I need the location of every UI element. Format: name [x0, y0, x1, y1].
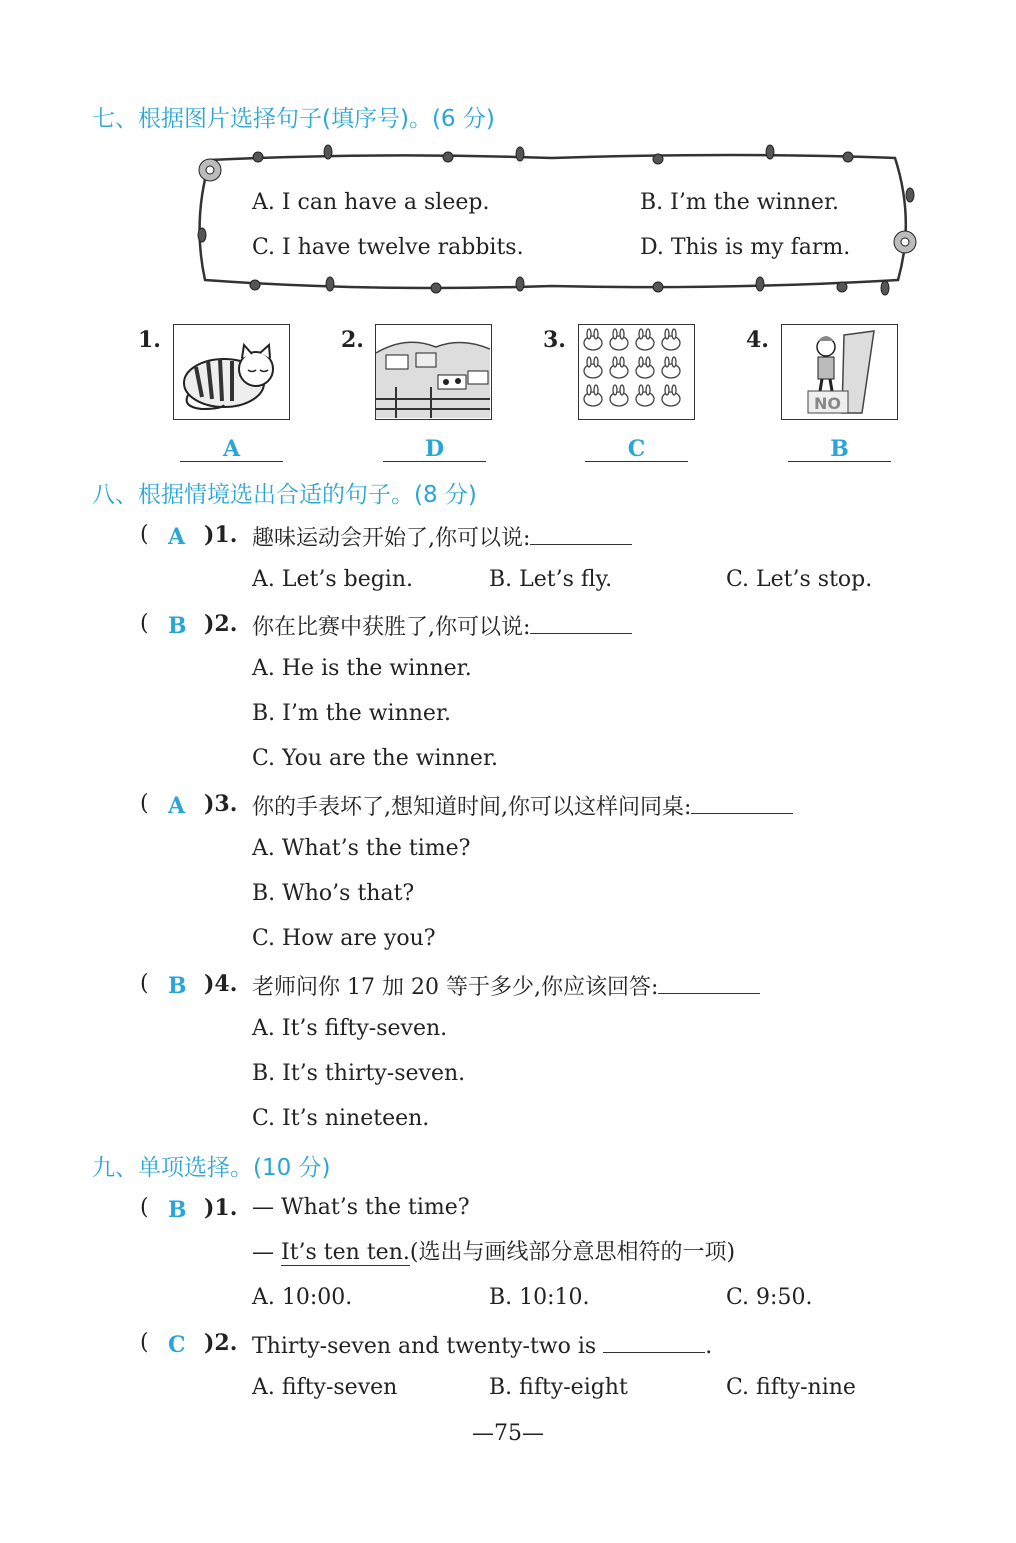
sec9-q2-option-b: B. fifty-eight	[489, 1375, 628, 1400]
answer-blank	[530, 613, 632, 634]
sec8-q2-question	[252, 613, 632, 639]
sec9-q1-option-b: B. 10:10.	[489, 1285, 590, 1310]
picture-1-number: 1.	[138, 327, 161, 353]
section-9-title: 九、单项选择。(10 分)	[92, 1155, 331, 1181]
answer-blank	[603, 1332, 705, 1353]
sec8-q3-option-b: B. Who’s that?	[252, 881, 415, 906]
sec9-q2-option-a: A. fifty-seven	[252, 1375, 398, 1400]
sec9-q1-line1: — What’s the time?	[252, 1195, 470, 1220]
sec8-q1-question	[252, 524, 632, 550]
sec9-q2-text: Thirty-seven and twenty-two is	[252, 1334, 597, 1359]
dash: —	[252, 1240, 281, 1265]
sec8-q1-option-b: B. Let’s fly.	[489, 567, 613, 592]
sec7-option-d: D. This is my farm.	[640, 235, 851, 260]
paren-open: (	[140, 971, 149, 996]
picture-4-answer: B	[830, 436, 849, 462]
sec8-q1-answer: A	[168, 524, 186, 550]
sec8-q3-number: )3.	[204, 791, 238, 817]
sec9-q1-answer: B	[168, 1197, 187, 1223]
sec7-option-a: A. I can have a sleep.	[252, 190, 490, 215]
sec7-option-b: B. I’m the winner.	[640, 190, 840, 215]
sec8-q3-question	[252, 793, 793, 819]
sec8-q3-option-a: A. What’s the time?	[252, 836, 471, 861]
answer-blank	[691, 793, 793, 814]
page-number: —75—	[472, 1421, 544, 1446]
paren-open: (	[140, 1330, 149, 1355]
sec9-q1-line2	[252, 1242, 735, 1264]
sec8-q4-option-c: C. It’s nineteen.	[252, 1106, 430, 1131]
sec8-q1-option-c: C. Let’s stop.	[726, 567, 873, 592]
sec9-q2-number: )2.	[204, 1330, 238, 1356]
sec8-q2-text: 你在比赛中获胜了,你可以说:	[252, 615, 531, 640]
sec9-q1-option-c: C. 9:50.	[726, 1285, 813, 1310]
svg-text:NO: NO	[814, 394, 841, 413]
sec8-q2-number: )2.	[204, 611, 238, 637]
sec8-q4-text: 老师问你 17 加 20 等于多少,你应该回答:	[252, 975, 659, 1000]
picture-2-answer: D	[424, 436, 445, 462]
sec8-q3-text: 你的手表坏了,想知道时间,你可以这样问同桌:	[252, 795, 692, 820]
sec8-q2-option-b: B. I’m the winner.	[252, 701, 452, 726]
picture-3-answer: C	[627, 436, 646, 462]
sec8-q4-question	[252, 973, 760, 999]
sec9-q2-option-c: C. fifty-nine	[726, 1375, 856, 1400]
sec8-q1-option-a: A. Let’s begin.	[252, 567, 414, 592]
sleeping-cat-picture	[173, 324, 290, 420]
instruction-note: (选出与画线部分意思相符的一项)	[409, 1240, 736, 1265]
winner-podium-picture	[781, 324, 898, 420]
answer-blank	[530, 524, 632, 545]
sec8-q2-option-c: C. You are the winner.	[252, 746, 499, 771]
flower-vine-frame	[180, 140, 925, 300]
period: .	[705, 1334, 713, 1359]
sec8-q2-answer: B	[168, 613, 187, 639]
sec8-q2-option-a: A. He is the winner.	[252, 656, 472, 681]
sec8-q1-text: 趣味运动会开始了,你可以说:	[252, 526, 531, 551]
section-7-title: 七、根据图片选择句子(填序号)。(6 分)	[92, 106, 495, 132]
sec7-option-c: C. I have twelve rabbits.	[252, 235, 524, 260]
paren-open: (	[140, 522, 149, 547]
twelve-rabbits-picture	[578, 324, 695, 420]
picture-2-number: 2.	[341, 327, 364, 353]
underlined-phrase: It’s ten ten.	[281, 1240, 410, 1265]
picture-3-number: 3.	[543, 327, 566, 353]
paren-open: (	[140, 791, 149, 816]
sec9-q2-question	[252, 1332, 712, 1358]
answer-blank	[658, 973, 760, 994]
paren-open: (	[140, 1195, 149, 1220]
farm-picture	[375, 324, 492, 420]
sec8-q4-answer: B	[168, 973, 187, 999]
sec8-q4-option-a: A. It’s fifty-seven.	[252, 1016, 448, 1041]
sec8-q3-answer: A	[168, 793, 186, 819]
sec8-q1-number: )1.	[204, 522, 238, 548]
section-8-title: 八、根据情境选出合适的句子。(8 分)	[92, 482, 477, 508]
sec9-q2-answer: C	[168, 1332, 186, 1358]
sec9-q1-number: )1.	[204, 1195, 238, 1221]
sec8-q3-option-c: C. How are you?	[252, 926, 436, 951]
sec8-q4-option-b: B. It’s thirty-seven.	[252, 1061, 466, 1086]
picture-4-number: 4.	[746, 327, 769, 353]
sec8-q4-number: )4.	[204, 971, 238, 997]
paren-open: (	[140, 611, 149, 636]
picture-1-answer: A	[222, 436, 241, 462]
sec9-q1-option-a: A. 10:00.	[252, 1285, 353, 1310]
